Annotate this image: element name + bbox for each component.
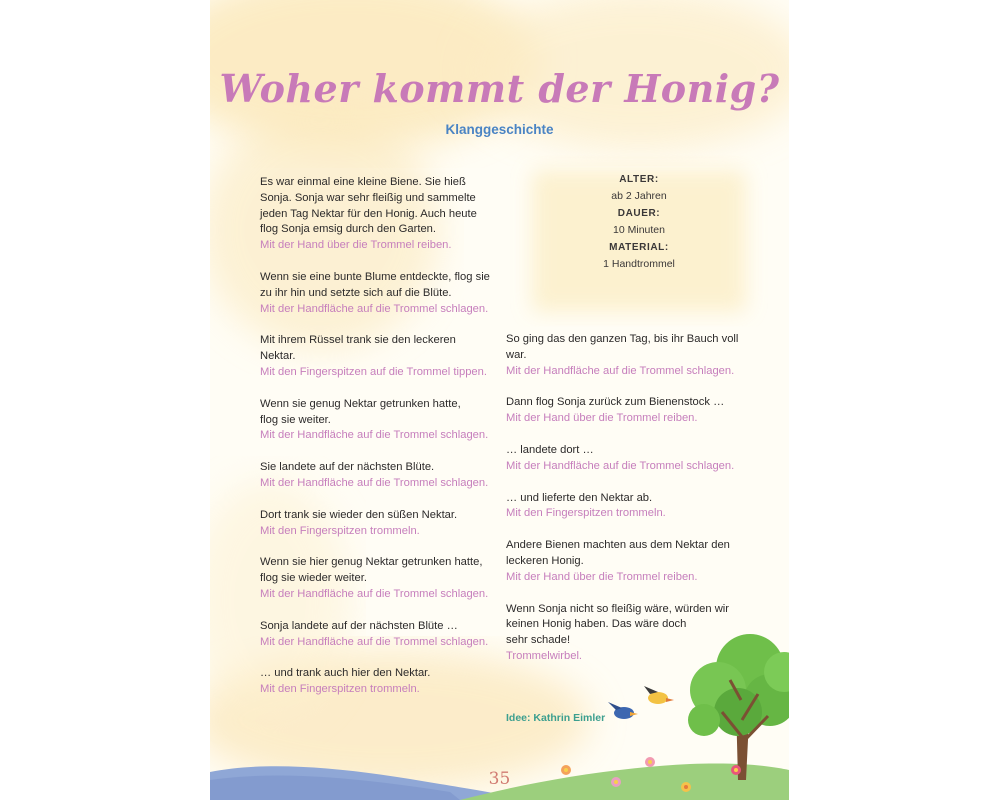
story-line: jeden Tag Nektar für den Honig. Auch heute xyxy=(260,207,477,220)
drum-instruction: Mit der Handfläche auf die Trommel schlagen. xyxy=(506,364,735,377)
page-title: Woher kommt der Honig? xyxy=(219,66,780,111)
story-line: zu ihr hin und setzte sich auf die Blüte. xyxy=(260,286,452,299)
story-line: war. xyxy=(506,348,527,361)
story-line: So ging das den ganzen Tag, bis ihr Bauch voll xyxy=(506,333,739,345)
story-line: Sonja. Sonja war sehr fleißig und sammelte xyxy=(260,191,476,204)
story-line: … landete dort … xyxy=(506,443,594,456)
age-label: ALTER: xyxy=(619,174,659,185)
drum-instruction: Mit der Hand über die Trommel reiben. xyxy=(506,412,698,425)
story-line: Dort trank sie wieder den süßen Nektar. xyxy=(260,508,458,521)
drum-instruction: Mit der Hand über die Trommel reiben. xyxy=(506,570,698,583)
drum-instruction: Mit der Handfläche auf die Trommel schlagen. xyxy=(260,302,489,315)
drum-instruction: Mit den Fingerspitzen auf die Trommel tippen. xyxy=(260,365,487,378)
story-line: flog sie weiter. xyxy=(260,413,331,426)
material-label: MATERIAL: xyxy=(609,242,669,253)
drum-instruction: Mit der Handfläche auf die Trommel schlagen. xyxy=(260,429,489,442)
duration-value: 10 Minuten xyxy=(613,224,665,236)
drum-instruction: Mit der Handfläche auf die Trommel schlagen. xyxy=(506,459,735,472)
page-subtitle: Klanggeschichte xyxy=(445,122,554,137)
drum-instruction: Mit der Handfläche auf die Trommel schlagen. xyxy=(260,476,489,489)
page-number: 35 xyxy=(488,769,511,789)
age-value: ab 2 Jahren xyxy=(611,190,667,202)
story-line: Wenn sie eine bunte Blume entdeckte, flog sie xyxy=(260,270,490,283)
story-line: Es war einmal eine kleine Biene. Sie hieß xyxy=(260,176,466,188)
story-line: Wenn sie genug Nektar getrunken hatte, xyxy=(260,397,461,410)
story-line: Dann flog Sonja zurück zum Bienenstock … xyxy=(506,396,725,409)
book-page xyxy=(210,0,789,800)
drum-instruction: Mit den Fingerspitzen trommeln. xyxy=(260,683,420,696)
story-line: keinen Honig haben. Das wäre doch xyxy=(506,618,687,631)
story-line: leckeren Honig. xyxy=(506,554,584,567)
story-line: sehr schade! xyxy=(506,634,571,647)
yellow-bird-icon xyxy=(644,686,674,704)
flower-icon xyxy=(645,757,655,767)
story-line: flog Sonja emsig durch den Garten. xyxy=(260,223,436,236)
story-line: Wenn Sonja nicht so fleißig wäre, würden wir xyxy=(506,602,730,615)
drum-instruction: Mit den Fingerspitzen trommeln. xyxy=(260,524,420,537)
story-line: Sie landete auf der nächsten Blüte. xyxy=(260,461,435,474)
story-line: … und trank auch hier den Nektar. xyxy=(260,667,431,680)
duration-label: DAUER: xyxy=(617,208,661,219)
material-value: 1 Handtrommel xyxy=(603,258,675,270)
landscape-illustration xyxy=(210,0,789,800)
blue-bird-icon xyxy=(608,702,638,719)
author-credit: Idee: Kathrin Eimler xyxy=(506,712,606,724)
story-line: Wenn sie hier genug Nektar getrunken hatte, xyxy=(260,556,483,569)
story-line: flog sie wieder weiter. xyxy=(260,572,367,585)
story-line: Mit ihrem Rüssel trank sie den leckeren xyxy=(260,334,456,347)
drum-instruction: Mit den Fingerspitzen trommeln. xyxy=(506,507,666,520)
drum-instruction: Mit der Hand über die Trommel reiben. xyxy=(260,239,452,252)
story-line: Nektar. xyxy=(260,350,296,363)
story-line: Andere Bienen machten aus dem Nektar den xyxy=(506,539,730,552)
drum-instruction: Mit der Handfläche auf die Trommel schlagen. xyxy=(260,635,489,648)
story-line: Sonja landete auf der nächsten Blüte … xyxy=(260,619,458,632)
drum-instruction: Mit der Handfläche auf die Trommel schlagen. xyxy=(260,587,489,600)
story-line: … und lieferte den Nektar ab. xyxy=(506,491,653,504)
tree-foliage xyxy=(688,634,789,736)
drum-instruction: Trommelwirbel. xyxy=(506,649,583,662)
